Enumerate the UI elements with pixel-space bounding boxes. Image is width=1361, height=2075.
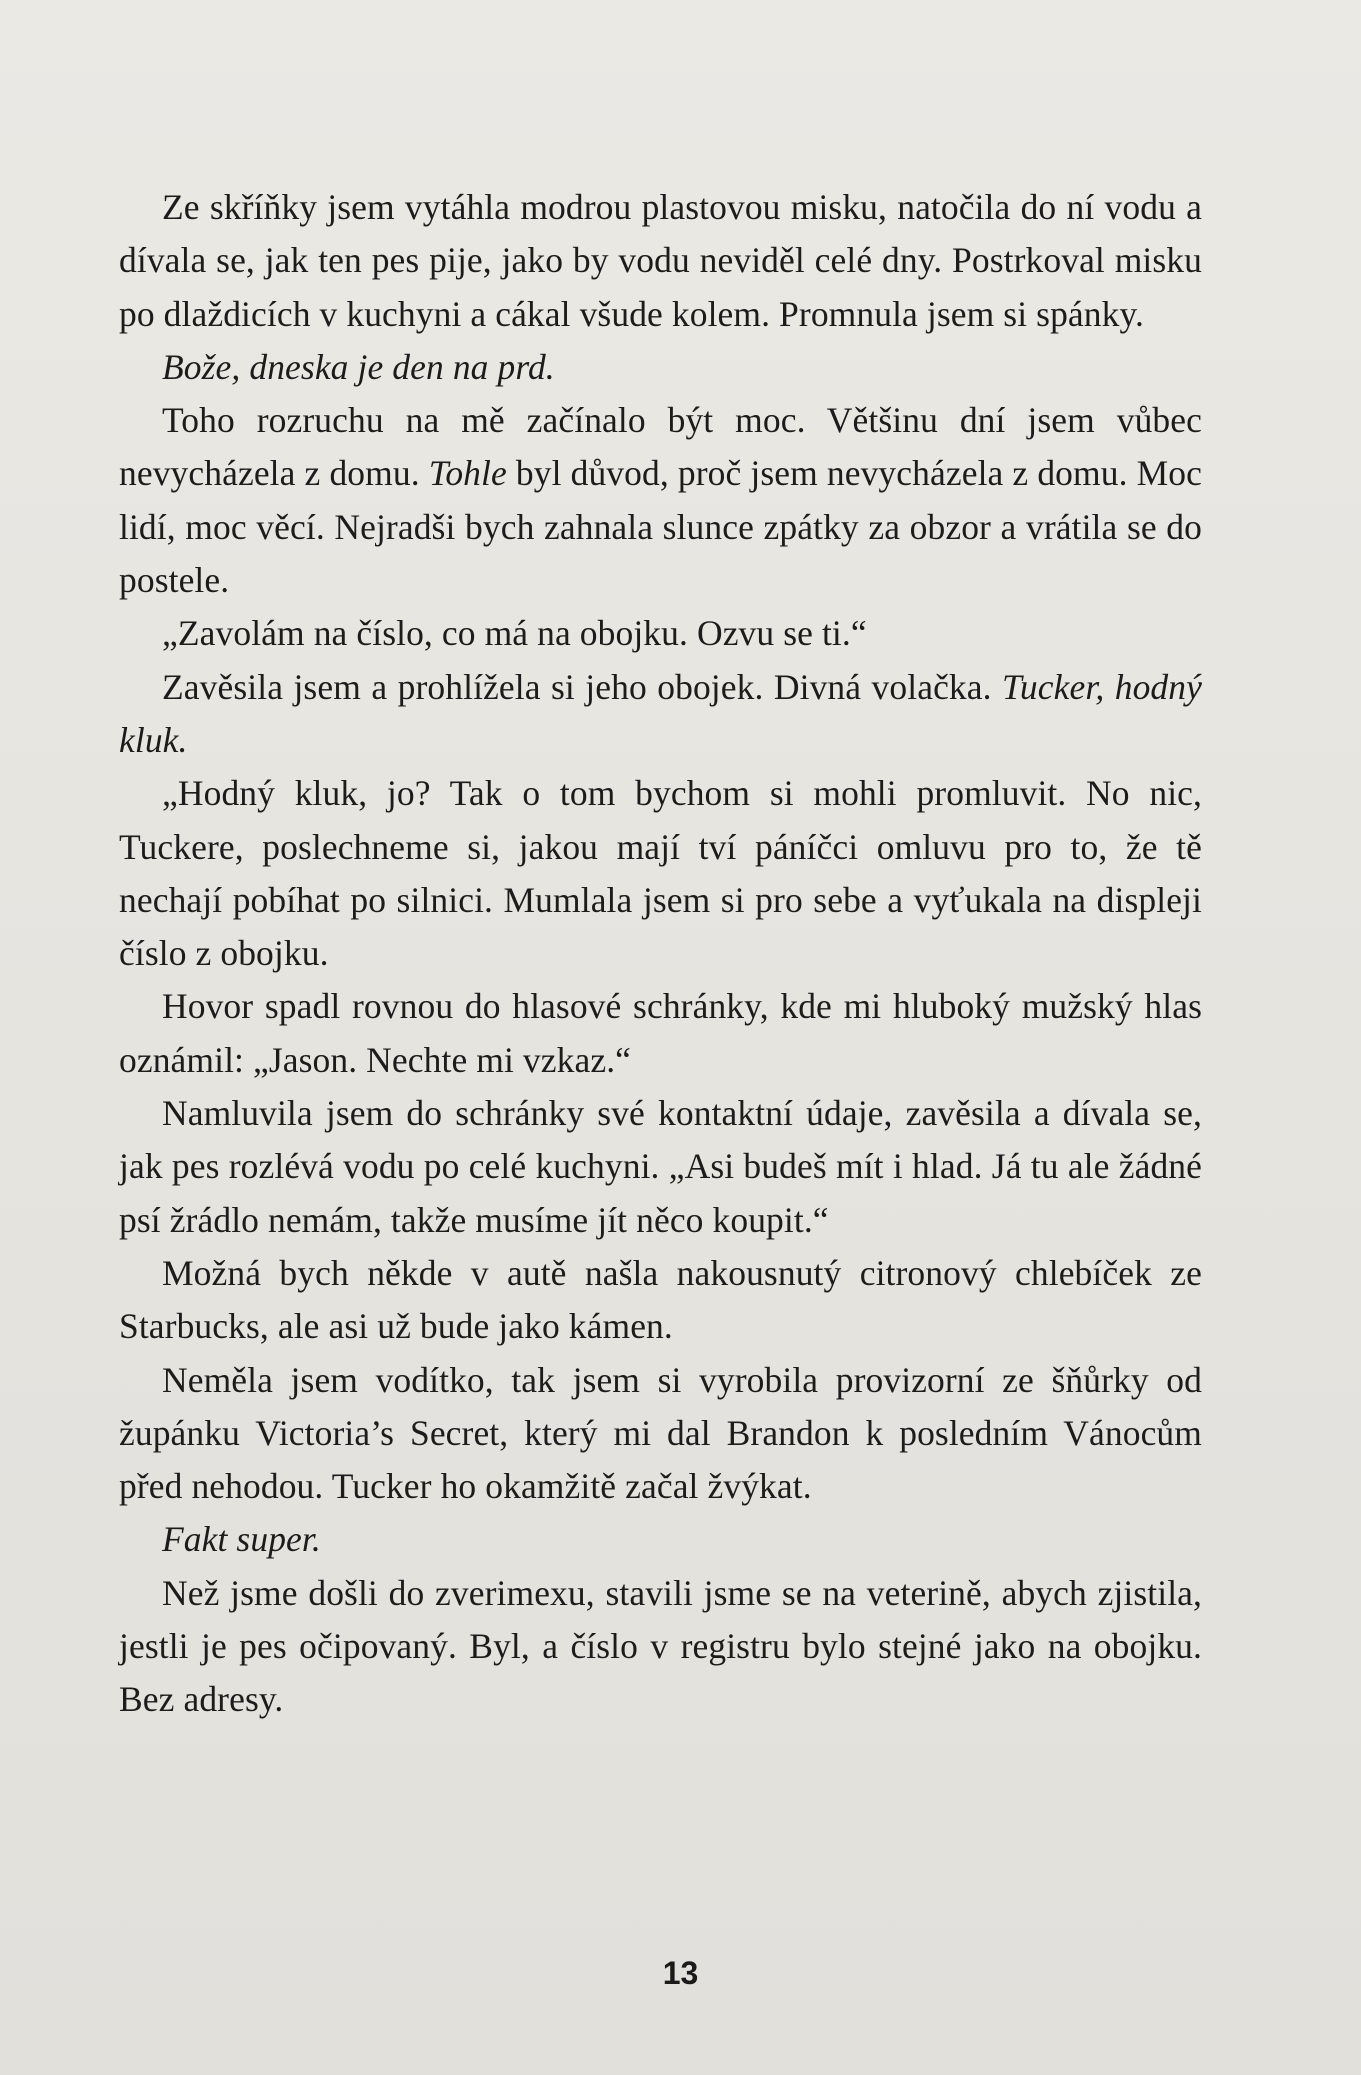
emphasis-text: Tucker, hodný kluk. (119, 666, 1202, 760)
paragraph-text: Zavěsila jsem a prohlížela si jeho obojek. Divná volačka. (162, 666, 1003, 707)
body-text (119, 181, 1202, 1727)
paragraph: „Hodný kluk, jo? Tak o tom bychom si mohli promluvit. No nic, Tuckere, poslechneme si, jakou mají tví páníčci omluvu pro to, že tě nechají pobíhat po silnici. Mumlala jsem si pro sebe a vyťukala na displeji číslo z obojku. (119, 773, 1202, 974)
paragraph (119, 394, 1202, 607)
paragraph: Neměla jsem vodítko, tak jsem si vyrobila provizorní ze šňůrky od župánku Victoria’s Secret, který mi dal Brandon k posledním Vánocům před nehodou. Tucker ho okamžitě začal žvýkat. (119, 1359, 1202, 1507)
paragraph-italic: Bože, dneska je den na prd. (162, 346, 555, 387)
paragraph-italic: Fakt super. (162, 1519, 321, 1560)
paragraph-text: Toho rozruchu na mě začínalo být moc. Většinu dní jsem vůbec nevycházela z domu. (119, 400, 1202, 494)
paragraph: Namluvila jsem do schránky své kontaktní údaje, zavěsila a dívala se, jak pes rozlévá vodu po celé kuchyni. „Asi budeš mít i hlad. Já tu ale žádné psí žrádlo nemám, takže musíme jít něco koupit.“ (119, 1093, 1202, 1240)
paragraph (119, 661, 1202, 768)
paragraph: Hovor spadl rovnou do hlasové schránky, kde mi hluboký mužský hlas oznámil: „Jason. Nechte mi vzkaz.“ (119, 986, 1202, 1080)
paragraph: Možná bych někde v autě našla nakousnutý citronový chlebíček ze Starbucks, ale asi už bude jako kámen. (119, 1252, 1202, 1347)
paragraph: Než jsme došli do zverimexu, stavili jsme se na veterině, abych zjistila, jestli je pes očipovaný. Byl, a číslo v registru bylo stejné jako na obojku. Bez adresy. (119, 1572, 1202, 1720)
page-number: 13 (662, 1955, 699, 1991)
paragraph: „Zavolám na číslo, co má na obojku. Ozvu se ti.“ (162, 613, 867, 654)
paragraph-text: byl důvod, proč jsem nevycházela z domu. Moc lidí, moc věcí. Nejradši bych zahnala slunce zpátky za obzor a vrátila se do postele. (119, 453, 1202, 601)
paragraph: Ze skříňky jsem vytáhla modrou plastovou misku, natočila do ní vodu a dívala se, jak ten pes pije, jako by vodu neviděl celé dny. Postrkoval misku po dlaždicích v kuchyni a cákal všude kolem. Promnula jsem si spánky. (119, 187, 1202, 334)
emphasis-text: Tohle (428, 453, 507, 494)
